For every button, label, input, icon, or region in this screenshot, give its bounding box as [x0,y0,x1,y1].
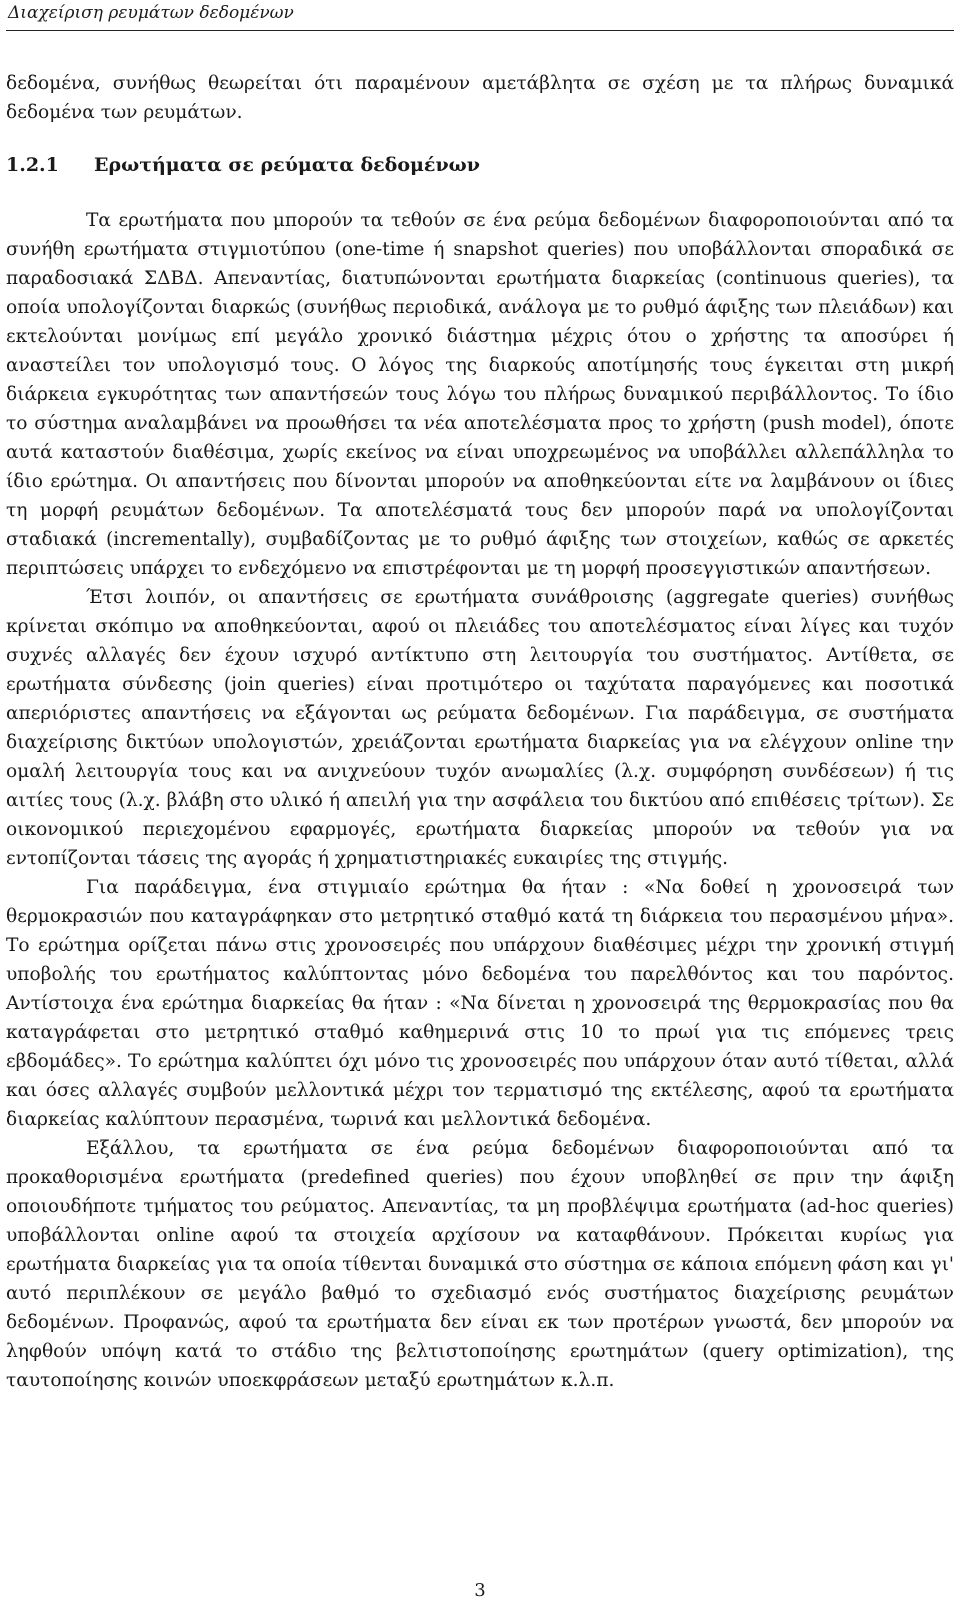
page-number: 3 [474,1580,486,1601]
intro-paragraph: δεδομένα, συνήθως θεωρείται ότι παραμένουν αμετάβλητα σε σχέση με τα πλήρως δυναμικά δεδομένα των ρευμάτων. [6,73,954,123]
section-title: Ερωτήματα σε ρεύματα δεδομένων [94,154,480,176]
paragraph-2: Έτσι λοιπόν, οι απαντήσεις σε ερωτήματα συνάθροισης (aggregate queries) συνήθως κρίνεται σκόπιμο να αποθηκεύονται, αφού οι πλειάδες του αποτελέσματος είναι λίγες και τυχόν συχνές αλλαγές δεν έχουν ισχυρό αντίκτυπο στη λειτουργία του συστήματος. Αντίθετα, σε ερωτήματα σύνδεσης (join queries) είναι προτιμότερο οι ταχύτατα παραγόμενες και ποσοτικά απεριόριστες απαντήσεις να εξάγονται ως ρεύματα δεδομένων. Για παράδειγμα, σε συστήματα διαχείρισης δικτύων υπολογιστών, χρειάζονται ερωτήματα διαρκείας για να ελέγχουν online την ομαλή λειτουργία τους και να ανιχνεύουν τυχόν ανωμαλίες (λ.χ. συμφόρηση συνδέσεων) ή τις αιτίες τους (λ.χ. βλάβη στο υλικό ή απειλή για την ασφάλεια του δικτύου από επιθέσεις τρίτων). Σε οικονομικού περιεχομένου εφαρμογές, ερωτήματα διαρκείας μπορούν να τεθούν για να εντοπίζονται τάσεις της αγοράς ή χρηματιστηριακές ευκαιρίες της στιγμής. [6,587,954,869]
paragraph-1: Τα ερωτήματα που μπορούν τα τεθούν σε ένα ρεύμα δεδομένων διαφοροποιούνται από τα συνήθη ερωτήματα στιγμιοτύπου (one-time ή snapshot queries) που υποβάλλονται σποραδικά σε παραδοσιακά ΣΔΒΔ. Απεναντίας, διατυπώνονται ερωτήματα διαρκείας (continuous queries), τα οποία υπολογίζονται διαρκώς (συνήθως περιοδικά, ανάλογα με το ρυθμό άφιξης των πλειάδων) και εκτελούνται μονίμως επί μεγάλο χρονικό διάστημα μέχρις ότου ο χρήστης τα αποσύρει ή αναστείλει τον υπολογισμό τους. Ο λόγος της διαρκούς αποτίμησής τους έγκειται στη μικρή διάρκεια εγκυρότητας των απαντήσεών τους λόγω του πλήρως δυναμικού περιβάλλοντος. Το ίδιο το σύστημα αναλαμβάνει να προωθήσει τα νέα αποτελέσματα προς το χρήστη (push model), όποτε αυτά καταστούν διαθέσιμα, χωρίς εκείνος να είναι υποχρεωμένος να υποβάλλει αλλεπάλληλα το ίδιο ερώτημα. Οι απαντήσεις που δίνονται μπορούν να αποθηκεύονται είτε να λαμβάνουν οι ίδιες τη μορφή ρευμάτων δεδομένων. Τα αποτελέσματά τους δεν μπορούν παρά να υπολογίζονται σταδιακά (incrementally), συμβαδίζοντας με το ρυθμό άφιξης των στοιχείων, καθώς σε αρκετές περιπτώσεις υπάρχει το ενδεχόμενο να επιστρέφονται με τη μορφή προσεγγιστικών απαντήσεων. [6,210,954,579]
section-heading [6,151,954,180]
paragraph-3: Για παράδειγμα, ένα στιγμιαίο ερώτημα θα ήταν : «Να δοθεί η χρονοσειρά των θερμοκρασιών που καταγράφηκαν στο μετρητικό σταθμό κατά τη διάρκεια του περασμένου μήνα». Το ερώτημα ορίζεται πάνω στις χρονοσειρές που υπάρχουν διαθέσιμες μέχρι την χρονική στιγμή υποβολής του ερωτήματος καλύπτοντας μόνο δεδομένα του παρελθόντος και του παρόντος. Αντίστοιχα ένα ερώτημα διαρκείας θα ήταν : «Να δίνεται η χρονοσειρά της θερμοκρασίας που θα καταγράφεται στο μετρητικό σταθμό καθημερινά στις 10 το πρωί για τις επόμενες τρεις εβδομάδες». Το ερώτημα καλύπτει όχι μόνο τις χρονοσειρές που υπάρχουν όταν αυτό τίθεται, αλλά και όσες αλλαγές συμβούν μελλοντικά μέχρι τον τερματισμό της εκτέλεσης, αφού τα ερωτήματα διαρκείας καλύπτουν περασμένα, τωρινά και μελλοντικά δεδομένα. [6,877,954,1130]
running-header: Διαχείριση ρευμάτων δεδομένων [6,0,954,31]
section-number: 1.2.1 [6,154,59,176]
paragraph-4: Εξάλλου, τα ερωτήματα σε ένα ρεύμα δεδομένων διαφοροποιούνται από τα προκαθορισμένα ερωτήματα (predefined queries) που έχουν υποβληθεί σε πριν την άφιξη οποιουδήποτε τμήματος του ρεύματος. Απεναντίας, τα μη προβλέψιμα ερωτήματα (ad-hoc queries) υποβάλλονται online αφού τα στοιχεία αρχίσουν να καταφθάνουν. Πρόκειται κυρίως για ερωτήματα διαρκείας για τα οποία τίθενται δυναμικά στο σύστημα σε κάποια επόμενη φάση και γι' αυτό περιπλέκουν σε μεγάλο βαθμό το σχεδιασμό ενός συστήματος διαχείρισης ρευμάτων δεδομένων. Προφανώς, αφού τα ερωτήματα δεν είναι εκ των προτέρων γνωστά, δεν μπορούν να ληφθούν υπόψη κατά το στάδιο της βελτιστοποίησης ερωτημάτων (query optimization), της ταυτοποίησης κοινών υποεκφράσεων μεταξύ ερωτημάτων κ.λ.π. [6,1138,954,1391]
body-text [6,69,954,1395]
